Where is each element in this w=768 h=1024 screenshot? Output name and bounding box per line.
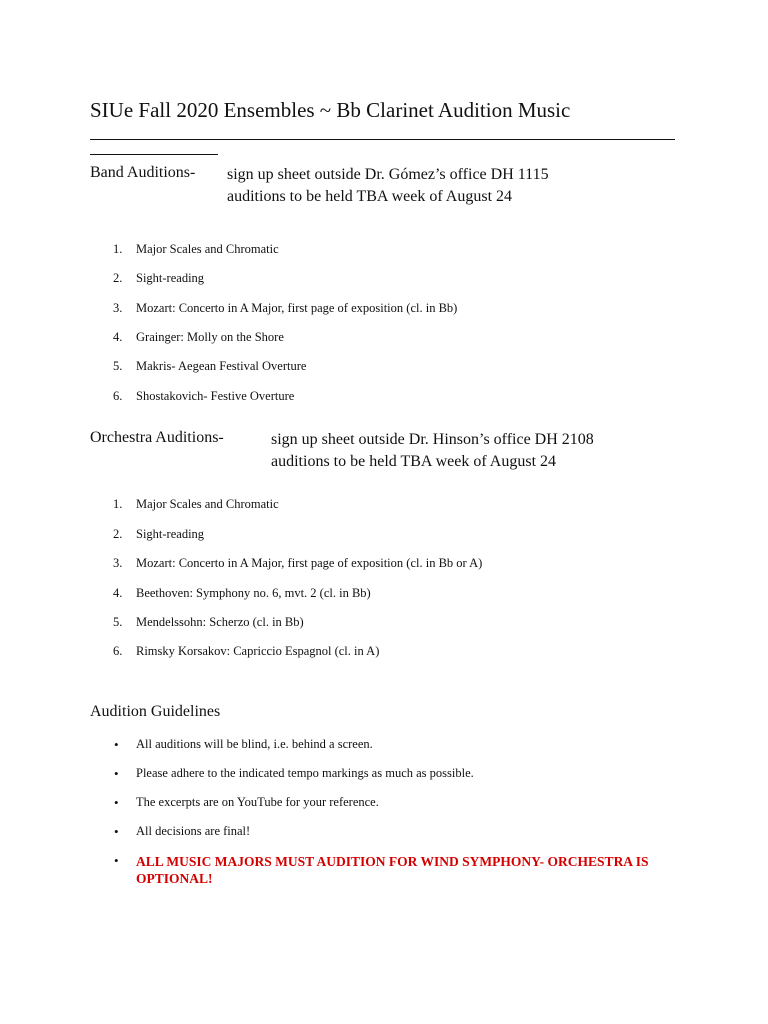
bullet-icon: • [114,853,119,868]
guidelines-heading: Audition Guidelines [90,703,221,720]
band-dates-text: auditions to be held TBA week of August 24 [227,188,513,205]
bullet-icon: • [114,766,119,781]
bullet-icon: • [114,795,119,810]
band-signup-text: sign up sheet outside Dr. Gómez’s office DH 1115 [227,166,549,183]
orchestra-section-detail [271,429,594,473]
orchestra-section-label: Orchestra Auditions- [90,429,224,446]
title-short-rule [90,154,218,155]
band-section-detail [227,164,549,208]
orchestra-signup-text: sign up sheet outside Dr. Hinson’s office DH 2108 [271,431,594,448]
title-underline [90,139,675,140]
music-majors-warning: ALL MUSIC MAJORS MUST AUDITION FOR WIND SYMPHONY- ORCHESTRA IS OPTIONAL! [136,854,649,886]
bullet-icon: • [114,824,119,839]
band-section-label: Band Auditions- [90,164,196,181]
orchestra-dates-text: auditions to be held TBA week of August 24 [271,453,557,470]
page-title: SIUe Fall 2020 Ensembles ~ Bb Clarinet Audition Music [90,98,571,122]
bullet-icon: • [114,737,119,752]
document-page: SIUe Fall 2020 Ensembles ~ Bb Clarinet Audition Music Band Auditions- sign up sheet outside Dr. Gómez’s office DH 1115 auditions to be held TBA week of August 24 1. Major Scales and Chromatic 2. Sight-reading 3. Mozart: Concerto in A Major, first page of exposition (cl. in Bb) 4. Grainger: Molly on the Shore 5. Makris- Aegean Festival Overture 6. Shostakovich- Festive Overture Orchestra Auditions- sign up sheet outside Dr. Hinson’s office DH 2108 auditions to be held TBA week of August 24 1. Major Scales and Chromatic 2. Sight-reading 3. Mozart: Concerto in A Major, first page of exposition (cl. in Bb or A) 4. Beethoven: Symphony no. 6, mvt. 2 (cl. in Bb) 5. Mendelssohn: Scherzo (cl. in Bb) 6. Rimsky Korsakov: Capriccio Espagnol (cl. in A) Audition Guidelines • All auditions will be blind, i.e. behind a screen. • Please adhere to the indicated tempo markings as much as possible. • The excerpts are on YouTube for your reference. • All decisions are final! • ALL MUSIC MAJORS MUST AUDITION FOR WIND SYMPHONY- ORCHESTRA IS OPTIONAL! [0,0,768,1024]
